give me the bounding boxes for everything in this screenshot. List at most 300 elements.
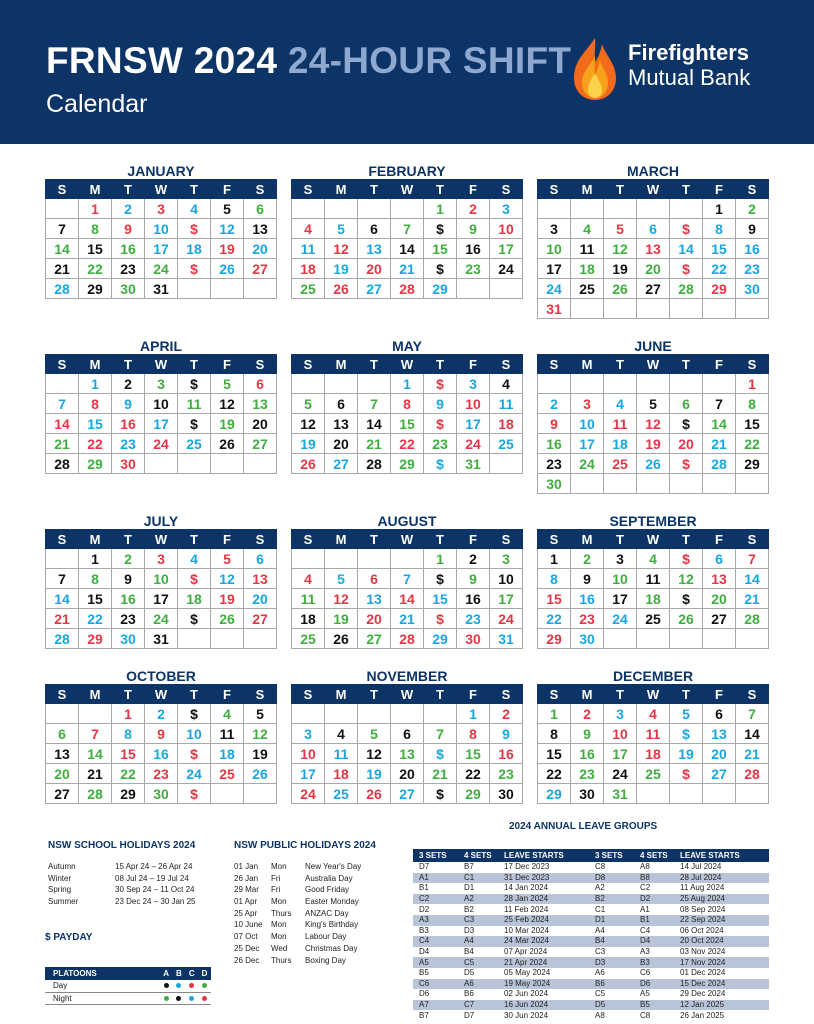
day-cell: 15 [538, 744, 571, 764]
day-cell: 1 [538, 549, 571, 569]
payday-cell: $ [424, 374, 457, 394]
logo-line-1: Firefighters [628, 40, 750, 65]
day-cell: 6 [244, 199, 277, 219]
day-cell: 7 [46, 394, 79, 414]
empty-cell [46, 704, 79, 724]
leave-row [413, 894, 593, 905]
weekday-header: S [46, 530, 79, 549]
day-cell: 19 [325, 609, 358, 629]
leave-4-sets: D1 [464, 883, 475, 893]
payday-cell: $ [424, 784, 457, 804]
day-cell: 22 [79, 259, 112, 279]
weekday-header: F [457, 355, 490, 374]
day-cell: 18 [325, 764, 358, 784]
weekday-header: S [490, 530, 523, 549]
holiday-day: Mon [271, 897, 287, 907]
leave-3-sets: C4 [413, 936, 458, 947]
day-cell: 1 [736, 374, 769, 394]
weekday-header: S [244, 530, 277, 549]
leave-3-sets: D4 [419, 947, 430, 957]
day-cell: 10 [538, 239, 571, 259]
leave-row [413, 926, 593, 937]
leave-groups-title: 2024 ANNUAL LEAVE GROUPS [509, 821, 658, 832]
leave-3-sets: D5 [589, 1000, 634, 1011]
payday-cell: $ [178, 219, 211, 239]
payday-legend: $ PAYDAY [45, 932, 93, 943]
leave-3-sets: D3 [589, 957, 634, 968]
day-cell: 22 [736, 434, 769, 454]
day-cell: 6 [703, 704, 736, 724]
day-cell: 11 [178, 394, 211, 414]
day-cell: 15 [112, 744, 145, 764]
empty-cell [571, 299, 604, 319]
holiday-name: Labour Day [305, 932, 347, 942]
title-main: FRNSW 2024 [46, 40, 278, 81]
day-cell: 27 [703, 609, 736, 629]
day-cell: 23 [424, 434, 457, 454]
day-cell: 2 [457, 549, 490, 569]
day-cell: 11 [490, 394, 523, 414]
day-cell: 4 [178, 549, 211, 569]
leave-3-sets: A4 [595, 925, 605, 935]
day-cell: 27 [358, 279, 391, 299]
day-cell: 20 [391, 764, 424, 784]
day-cell: 8 [79, 394, 112, 414]
empty-cell [244, 279, 277, 299]
leave-3-sets: D2 [419, 904, 430, 914]
day-cell: 9 [736, 219, 769, 239]
weekday-header: M [571, 180, 604, 199]
empty-cell [46, 199, 79, 219]
day-cell: 11 [571, 239, 604, 259]
empty-cell [670, 299, 703, 319]
day-cell: 4 [325, 724, 358, 744]
empty-cell [178, 454, 211, 474]
payday-cell: $ [178, 569, 211, 589]
leave-3-sets: C2 [413, 894, 458, 905]
day-cell: 7 [736, 704, 769, 724]
leave-3-sets: A2 [595, 883, 605, 893]
day-cell: 30 [457, 629, 490, 649]
day-cell: 13 [703, 569, 736, 589]
weekday-header: T [604, 180, 637, 199]
school-holiday-row [48, 884, 196, 896]
leave-start-date: 15 Dec 2024 [674, 979, 769, 990]
empty-cell [325, 199, 358, 219]
leave-row [413, 968, 593, 979]
leave-start-date: 02 Jun 2024 [504, 989, 549, 999]
month-name: MAY [392, 338, 422, 354]
weekday-header: M [79, 180, 112, 199]
day-cell: 5 [604, 219, 637, 239]
day-cell: 26 [637, 454, 670, 474]
weekday-header: W [637, 685, 670, 704]
leave-3-sets: B1 [419, 883, 429, 893]
day-cell: 29 [538, 629, 571, 649]
weekday-header: M [571, 685, 604, 704]
leave-start-date: 17 Dec 2023 [504, 862, 550, 872]
day-cell: 9 [112, 569, 145, 589]
day-cell: 20 [358, 259, 391, 279]
leave-start-date: 14 Jan 2024 [504, 883, 549, 893]
day-cell: 23 [457, 609, 490, 629]
day-cell: 9 [538, 414, 571, 434]
leave-row [589, 947, 769, 958]
day-cell: 2 [571, 704, 604, 724]
day-cell: 5 [244, 704, 277, 724]
day-cell: 20 [244, 239, 277, 259]
day-cell: 2 [145, 704, 178, 724]
leave-row [413, 873, 593, 884]
leave-row [413, 883, 593, 894]
weekday-header: T [112, 530, 145, 549]
holiday-name: Easter Monday [305, 897, 359, 907]
platoon-header: A [160, 967, 173, 980]
payday-cell: $ [424, 259, 457, 279]
day-cell: 17 [457, 414, 490, 434]
month-table [291, 354, 523, 474]
day-cell: 12 [211, 569, 244, 589]
weekday-header: S [244, 685, 277, 704]
day-cell: 16 [538, 434, 571, 454]
day-cell: 13 [703, 724, 736, 744]
day-cell: 16 [457, 239, 490, 259]
day-cell: 16 [457, 589, 490, 609]
day-cell: 26 [325, 629, 358, 649]
empty-cell [637, 199, 670, 219]
leave-start-date: 30 Jun 2024 [504, 1010, 549, 1020]
weekday-header: S [538, 180, 571, 199]
day-cell: 23 [571, 764, 604, 784]
weekday-header: M [325, 180, 358, 199]
empty-cell [178, 279, 211, 299]
day-cell: 6 [391, 724, 424, 744]
day-cell: 28 [46, 629, 79, 649]
day-cell: 15 [736, 414, 769, 434]
day-cell: 14 [46, 414, 79, 434]
empty-cell [391, 549, 424, 569]
platoon-color-dot [202, 983, 207, 988]
day-cell: 13 [358, 589, 391, 609]
flame-icon [570, 36, 620, 102]
holiday-day: Fri [271, 873, 281, 883]
day-cell: 18 [490, 414, 523, 434]
leave-start-date: 28 Jan 2024 [498, 894, 593, 905]
day-cell: 31 [538, 299, 571, 319]
month-may [291, 338, 523, 474]
day-cell: 12 [211, 394, 244, 414]
day-cell: 27 [358, 629, 391, 649]
day-cell: 13 [244, 219, 277, 239]
holiday-date: 29 Mar [234, 885, 259, 895]
day-cell: 25 [490, 434, 523, 454]
day-cell: 29 [79, 629, 112, 649]
day-cell: 7 [391, 219, 424, 239]
day-cell: 10 [604, 724, 637, 744]
day-cell: 16 [571, 744, 604, 764]
day-cell: 24 [604, 609, 637, 629]
leave-row [413, 1000, 593, 1011]
day-cell: 24 [178, 764, 211, 784]
weekday-header: W [637, 530, 670, 549]
leave-4-sets: C2 [640, 883, 651, 893]
day-cell: 1 [538, 704, 571, 724]
day-cell: 27 [391, 784, 424, 804]
day-cell: 9 [145, 724, 178, 744]
empty-cell [178, 629, 211, 649]
day-cell: 8 [736, 394, 769, 414]
day-cell: 8 [538, 724, 571, 744]
day-cell: 9 [457, 219, 490, 239]
day-cell: 1 [703, 199, 736, 219]
day-cell: 14 [79, 744, 112, 764]
day-cell: 10 [604, 569, 637, 589]
public-holiday-row [234, 919, 405, 931]
day-cell: 2 [571, 549, 604, 569]
day-cell: 26 [211, 259, 244, 279]
holiday-date: 10 June [234, 920, 263, 930]
empty-cell [571, 374, 604, 394]
day-cell: 19 [604, 259, 637, 279]
day-cell: 16 [736, 239, 769, 259]
day-cell: 10 [178, 724, 211, 744]
leave-row [589, 904, 769, 915]
empty-cell [736, 784, 769, 804]
day-cell: 27 [244, 259, 277, 279]
day-cell: 12 [637, 414, 670, 434]
day-cell: 26 [670, 609, 703, 629]
day-cell: 5 [670, 704, 703, 724]
empty-cell [46, 549, 79, 569]
payday-cell: $ [670, 414, 703, 434]
day-cell: 1 [79, 549, 112, 569]
leave-start-date: 28 Jul 2024 [674, 873, 769, 884]
payday-cell: $ [670, 454, 703, 474]
day-cell: 21 [736, 744, 769, 764]
term-dates: 08 Jul 24 – 19 Jul 24 [115, 873, 189, 883]
holiday-day: Thurs [271, 908, 292, 918]
day-cell: 1 [391, 374, 424, 394]
day-cell: 1 [424, 549, 457, 569]
platoon-dot-cell [173, 992, 186, 1004]
payday-cell: $ [670, 724, 703, 744]
day-cell: 2 [538, 394, 571, 414]
public-holidays-title: NSW PUBLIC HOLIDAYS 2024 [234, 840, 376, 851]
weekday-header: T [358, 180, 391, 199]
leave-row [589, 873, 769, 884]
empty-cell [670, 374, 703, 394]
weekday-header: M [571, 355, 604, 374]
day-cell: 30 [571, 629, 604, 649]
day-cell: 20 [325, 434, 358, 454]
empty-cell [703, 629, 736, 649]
weekday-header: S [244, 180, 277, 199]
weekday-header: F [703, 530, 736, 549]
holiday-date: 01 Jan [234, 862, 259, 871]
day-cell: 5 [358, 724, 391, 744]
weekday-header: W [391, 530, 424, 549]
day-cell: 6 [325, 394, 358, 414]
payday-cell: $ [424, 219, 457, 239]
day-cell: 15 [424, 239, 457, 259]
leave-start-date: 03 Nov 2024 [680, 947, 726, 957]
day-cell: 8 [703, 219, 736, 239]
weekday-header: M [325, 685, 358, 704]
day-cell: 19 [292, 434, 325, 454]
holiday-date: 26 Jan [234, 873, 259, 883]
day-cell: 22 [703, 259, 736, 279]
day-cell: 23 [457, 259, 490, 279]
day-cell: 10 [145, 394, 178, 414]
month-april [45, 338, 277, 474]
day-cell: 22 [79, 609, 112, 629]
day-cell: 20 [703, 589, 736, 609]
day-cell: 26 [292, 454, 325, 474]
weekday-header: S [538, 530, 571, 549]
leave-start-date: 08 Sep 2024 [680, 904, 726, 914]
platoon-row [45, 992, 211, 1004]
day-cell: 29 [538, 784, 571, 804]
day-cell: 3 [604, 549, 637, 569]
weekday-header: T [424, 530, 457, 549]
weekday-header: T [112, 355, 145, 374]
day-cell: 30 [112, 629, 145, 649]
day-cell: 12 [670, 569, 703, 589]
leave-4-sets: C5 [458, 957, 498, 968]
day-cell: 24 [145, 609, 178, 629]
day-cell: 11 [637, 569, 670, 589]
day-cell: 26 [244, 764, 277, 784]
month-february [291, 163, 523, 299]
empty-cell [637, 474, 670, 494]
day-cell: 31 [145, 279, 178, 299]
leave-4-sets: C3 [458, 915, 498, 926]
weekday-header: T [178, 355, 211, 374]
holiday-name: ANZAC Day [305, 908, 349, 918]
day-cell: 20 [358, 609, 391, 629]
leave-row [413, 957, 593, 968]
platoons-table [45, 967, 211, 1005]
leave-4-sets: C8 [640, 1010, 651, 1020]
day-cell: 16 [145, 744, 178, 764]
day-cell: 18 [178, 239, 211, 259]
holiday-date: 26 Dec [234, 955, 260, 965]
day-cell: 28 [79, 784, 112, 804]
day-cell: 17 [145, 414, 178, 434]
leave-row [413, 989, 593, 1000]
day-cell: 9 [112, 219, 145, 239]
day-cell: 7 [391, 569, 424, 589]
day-cell: 8 [79, 569, 112, 589]
empty-cell [211, 279, 244, 299]
leave-start-date: 21 Apr 2024 [498, 957, 593, 968]
day-cell: 6 [46, 724, 79, 744]
public-holidays-list [234, 861, 405, 966]
leave-3-sets: A8 [595, 1010, 605, 1020]
leave-4-sets: D4 [634, 936, 674, 947]
day-cell: 24 [145, 434, 178, 454]
weekday-header: S [292, 355, 325, 374]
leave-header: 3 SETS [589, 849, 634, 862]
leave-3-sets: D8 [589, 873, 634, 884]
leave-4-sets: B7 [464, 862, 474, 872]
day-cell: 30 [112, 279, 145, 299]
leave-start-date: 25 Feb 2024 [498, 915, 593, 926]
platoon-dot-cell [185, 980, 198, 992]
day-cell: 19 [211, 239, 244, 259]
weekday-header: W [637, 180, 670, 199]
platoon-color-dot [164, 996, 169, 1001]
empty-cell [604, 199, 637, 219]
day-cell: 1 [79, 374, 112, 394]
payday-cell: $ [670, 219, 703, 239]
empty-cell [358, 549, 391, 569]
weekday-header: T [358, 355, 391, 374]
empty-cell [457, 279, 490, 299]
holiday-name: Christmas Day [305, 943, 358, 953]
day-cell: 9 [424, 394, 457, 414]
weekday-header: T [358, 685, 391, 704]
public-holiday-row [234, 943, 405, 955]
info-section [0, 815, 814, 1024]
day-cell: 10 [145, 569, 178, 589]
month-table [537, 354, 769, 494]
empty-cell [358, 374, 391, 394]
day-cell: 29 [703, 279, 736, 299]
platoon-color-dot [189, 996, 194, 1001]
day-cell: 31 [490, 629, 523, 649]
leave-4-sets: B1 [634, 915, 674, 926]
day-cell: 29 [79, 454, 112, 474]
day-cell: 11 [211, 724, 244, 744]
day-cell: 5 [211, 199, 244, 219]
empty-cell [244, 454, 277, 474]
leave-start-date: 17 Nov 2024 [674, 957, 769, 968]
term-dates: 15 Apr 24 – 26 Apr 24 [115, 862, 193, 871]
empty-cell [46, 374, 79, 394]
day-cell: 1 [457, 704, 490, 724]
day-cell: 26 [358, 784, 391, 804]
empty-cell [211, 784, 244, 804]
month-name: JULY [143, 513, 179, 529]
leave-4-sets: D7 [464, 1010, 475, 1020]
empty-cell [637, 629, 670, 649]
platoon-header: B [173, 967, 186, 980]
day-cell: 23 [736, 259, 769, 279]
month-november [291, 668, 523, 804]
empty-cell [703, 299, 736, 319]
day-cell: 27 [244, 434, 277, 454]
month-table [537, 684, 769, 804]
empty-cell [292, 374, 325, 394]
empty-cell [79, 704, 112, 724]
holiday-date: 07 Oct [234, 932, 258, 942]
day-cell: 21 [703, 434, 736, 454]
day-cell: 28 [736, 609, 769, 629]
day-cell: 25 [637, 764, 670, 784]
weekday-header: T [604, 355, 637, 374]
leave-row [589, 894, 769, 905]
leave-3-sets: B3 [419, 925, 429, 935]
leave-start-date: 14 Jul 2024 [680, 862, 722, 872]
empty-cell [358, 704, 391, 724]
day-cell: 5 [211, 374, 244, 394]
day-cell: 7 [424, 724, 457, 744]
day-cell: 12 [211, 219, 244, 239]
weekday-header: F [211, 180, 244, 199]
day-cell: 4 [637, 704, 670, 724]
day-cell: 13 [244, 569, 277, 589]
